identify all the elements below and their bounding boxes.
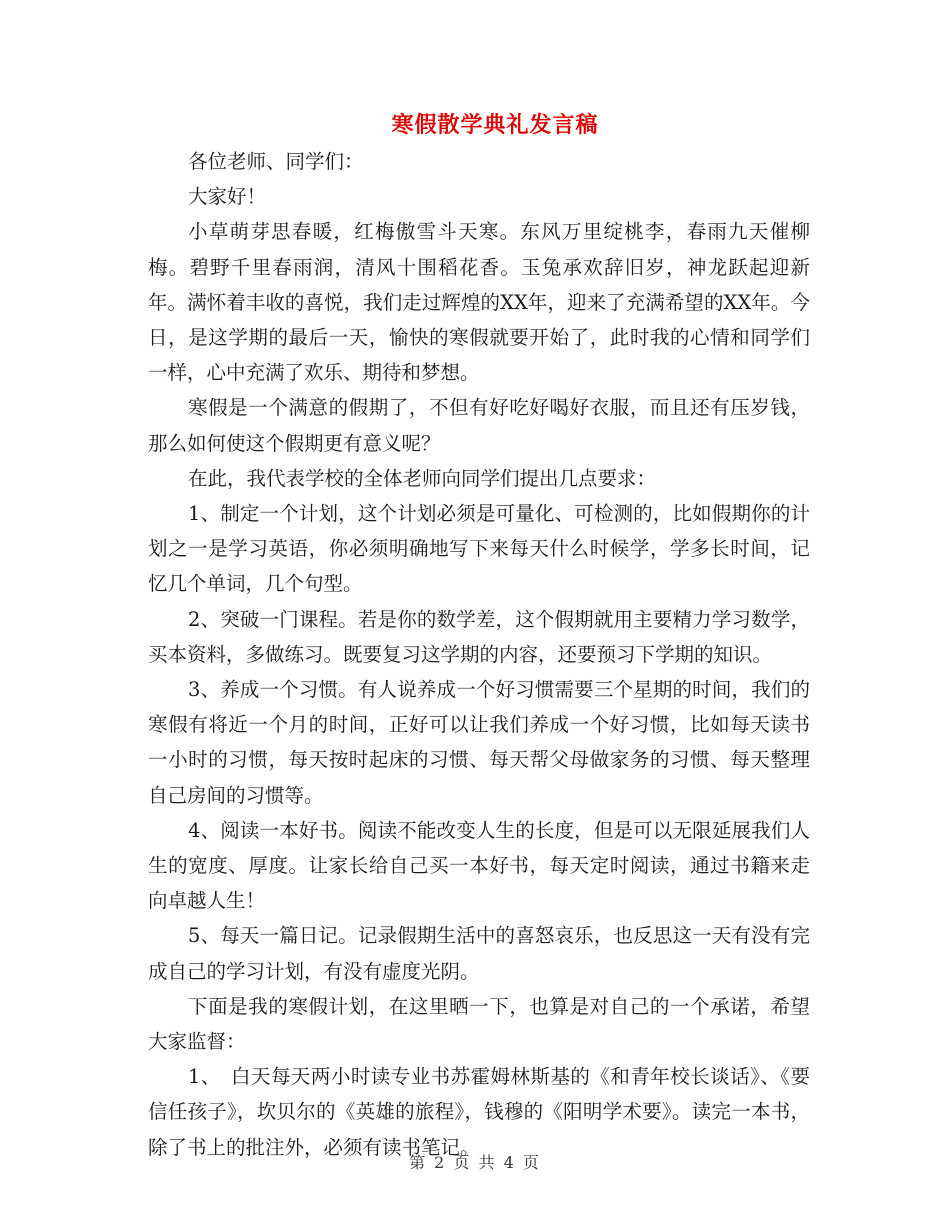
paragraph-intro: 小草萌芽思春暖，红梅傲雪斗天寒。东风万里绽桃李，春雨九天催柳梅。碧野千里春雨润，清风十围稻花香。玉兔承欢辞旧岁，神龙跃起迎新年。满怀着丰收的喜悦，我们走过辉煌的XX年，迎来了充满希望的XX年。今日，是这学期的最后一天，愉快的寒假就要开始了，此时我的心情和同学们一样，心中充满了欢乐、期待和梦想。 (148, 220, 810, 385)
paragraph-requirement-3: 3、养成一个习惯。有人说养成一个好习惯需要三个星期的时间，我们的寒假有将近一个月的时间，正好可以让我们养成一个好习惯，比如每天读书一小时的习惯，每天按时起床的习惯、每天帮父母做家务的习惯、每天整理自己房间的习惯等。 (148, 678, 810, 807)
paragraph-salutation: 各位老师、同学们： (188, 150, 364, 173)
document-title: 寒假散学典礼发言稿 (391, 112, 599, 138)
paragraph-requirement-4: 4、阅读一本好书。阅读不能改变人生的长度，但是可以无限延展我们人生的宽度、厚度。让家长给自己买一本好书，每天定时阅读，通过书籍来走向卓越人生！ (148, 818, 810, 913)
paragraph-greeting: 大家好！ (188, 185, 267, 209)
page-number-footer: 第 2 页 共 4 页 (409, 1153, 541, 1172)
paragraph-plan-lead: 下面是我的寒假计划，在这里晒一下，也算是对自己的一个承诺，希望大家监督： (148, 994, 810, 1054)
paragraph-question: 寒假是一个满意的假期了，不但有好吃好喝好衣服，而且还有压岁钱，那么如何使这个假期更有意义呢？ (148, 396, 810, 455)
paragraph-requirement-5: 5、每天一篇日记。记录假期生活中的喜怒哀乐，也反思这一天有没有完成自己的学习计划，有没有虚度光阴。 (148, 924, 810, 983)
paragraph-requirement-1: 1、制定一个计划，这个计划必须是可量化、可检测的，比如假期你的计划之一是学习英语，你必须明确地写下来每天什么时候学，学多长时间，记忆几个单词，几个句型。 (148, 502, 810, 596)
paragraph-plan-1: 1、 白天每天两小时读专业书苏霍姆林斯基的《和青年校长谈话》、《要信任孩子》，坎贝尔的《英雄的旅程》，钱穆的《阳明学术要》。读完一本书，除了书上的批注外，必须有读书笔记。 (148, 1065, 810, 1159)
paragraph-requirements-lead: 在此，我代表学校的全体老师向同学们提出几点要求： (188, 466, 657, 490)
paragraph-requirement-2: 2、突破一门课程。若是你的数学差，这个假期就用主要精力学习数学，买本资料，多做练习。既要复习这学期的内容，还要预习下学期的知识。 (148, 607, 810, 666)
document-body (148, 144, 810, 1165)
